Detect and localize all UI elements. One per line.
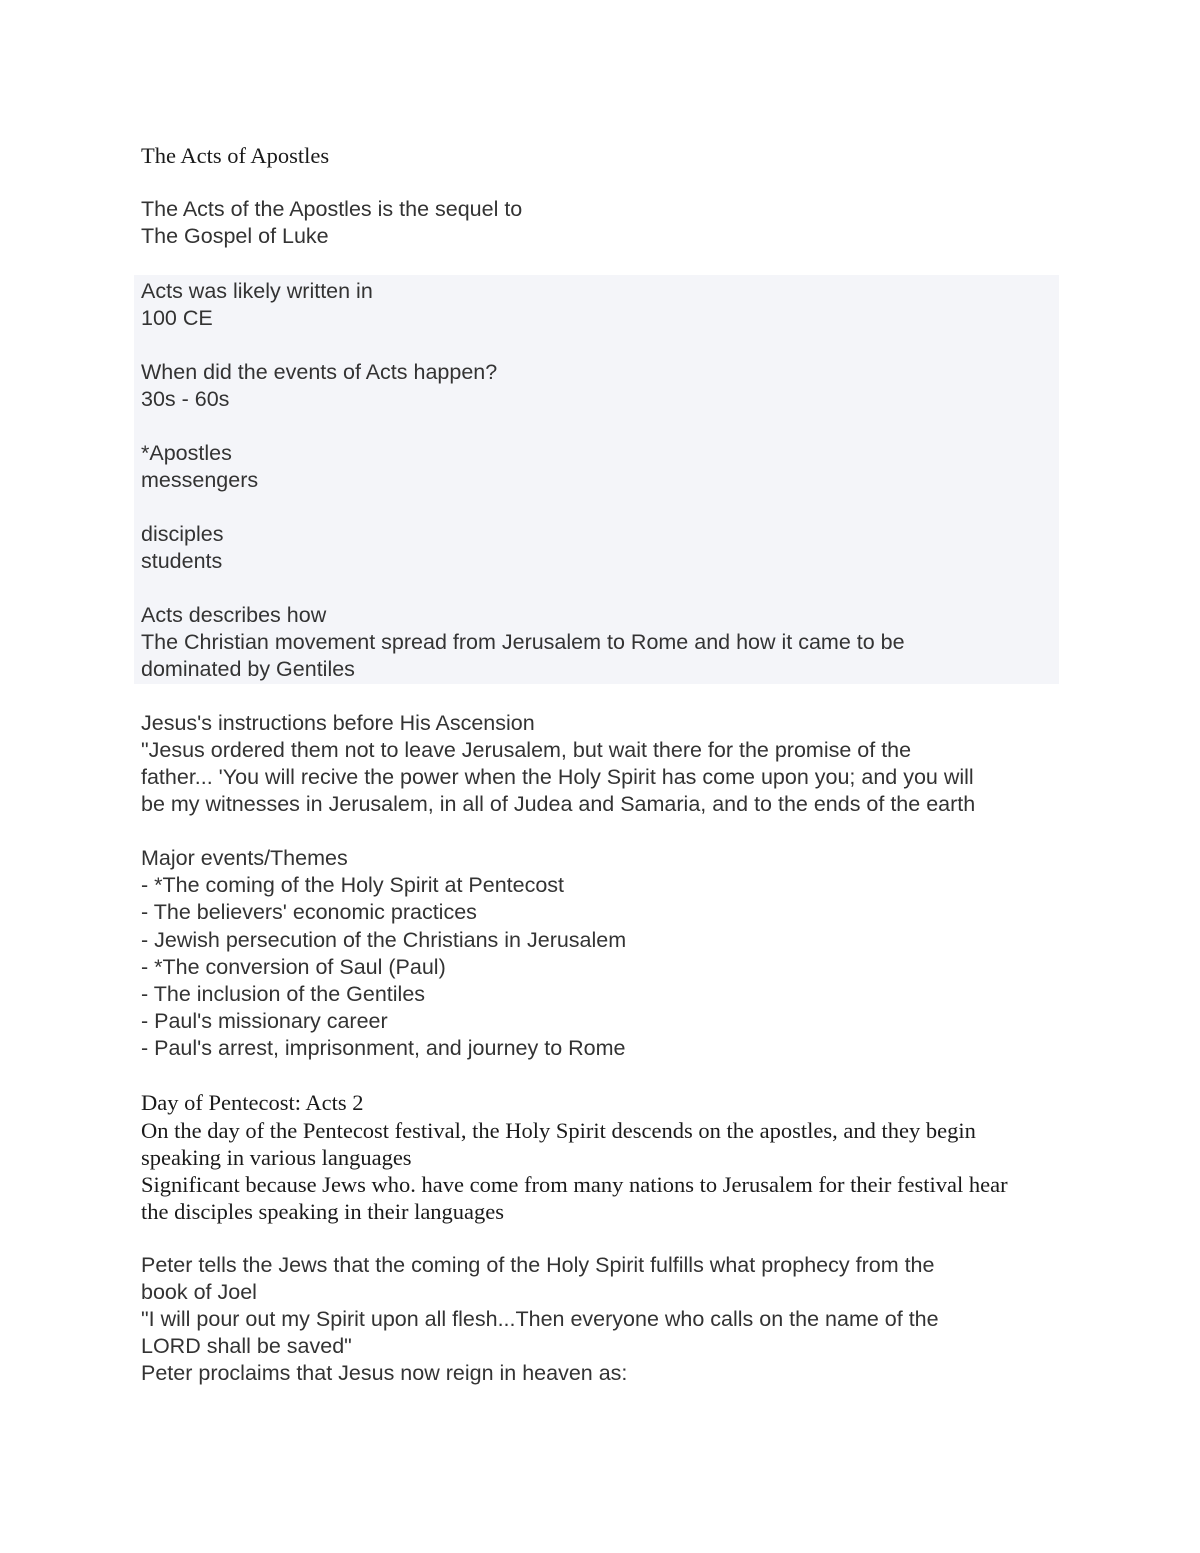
instructions-quote-line: be my witnesses in Jerusalem, in all of Judea and Samaria, and to the ends of the earth [141, 792, 976, 816]
disciples-definition: students [141, 549, 223, 573]
describes-answer-line: dominated by Gentiles [141, 657, 355, 681]
written-question: Acts was likely written in [141, 279, 373, 303]
major-events-item: - The believers' economic practices [141, 900, 477, 924]
pentecost-text-line: Significant because Jews who. have come from many nations to Jerusalem for their festival hear [141, 1172, 1008, 1197]
pentecost-text-line: the disciples speaking in their languages [141, 1199, 505, 1224]
peter-quote-line: "I will pour out my Spirit upon all flesh...Then everyone who calls on the name of the [141, 1307, 939, 1331]
events-answer: 30s - 60s [141, 387, 230, 411]
apostles-term: *Apostles [141, 441, 232, 465]
instructions-quote-line: father... 'You will recive the power when the Holy Spirit has come upon you; and you will [141, 765, 974, 789]
pentecost-text-line: speaking in various languages [141, 1145, 412, 1170]
sequel-question: The Acts of the Apostles is the sequel to [141, 197, 523, 221]
instructions-quote-line: "Jesus ordered them not to leave Jerusalem, but wait there for the promise of the [141, 738, 912, 762]
major-events-item: - The inclusion of the Gentiles [141, 982, 426, 1006]
disciples-term: disciples [141, 522, 224, 546]
instructions-heading: Jesus's instructions before His Ascension [141, 711, 535, 735]
describes-answer-line: The Christian movement spread from Jerusalem to Rome and how it came to be [141, 630, 905, 654]
peter-quote-line: LORD shall be saved" [141, 1334, 352, 1358]
describes-question: Acts describes how [141, 603, 327, 627]
events-question: When did the events of Acts happen? [141, 360, 498, 384]
pentecost-text-line: On the day of the Pentecost festival, the Holy Spirit descends on the apostles, and they begin [141, 1118, 976, 1143]
sequel-answer: The Gospel of Luke [141, 224, 329, 248]
pentecost-heading: Day of Pentecost: Acts 2 [141, 1090, 364, 1115]
major-events-item: - *The coming of the Holy Spirit at Pentecost [141, 873, 565, 897]
major-events-item: - *The conversion of Saul (Paul) [141, 955, 446, 979]
major-events-heading: Major events/Themes [141, 846, 348, 870]
document-title: The Acts of Apostles [141, 143, 330, 168]
major-events-item: - Paul's missionary career [141, 1009, 388, 1033]
major-events-item: - Jewish persecution of the Christians in Jerusalem [141, 928, 627, 952]
written-answer: 100 CE [141, 306, 213, 330]
peter-proclaims: Peter proclaims that Jesus now reign in heaven as: [141, 1361, 628, 1385]
apostles-definition: messengers [141, 468, 259, 492]
major-events-item: - Paul's arrest, imprisonment, and journey to Rome [141, 1036, 626, 1060]
peter-question-line: book of Joel [141, 1280, 257, 1304]
peter-question-line: Peter tells the Jews that the coming of the Holy Spirit fulfills what prophecy from the [141, 1253, 935, 1277]
